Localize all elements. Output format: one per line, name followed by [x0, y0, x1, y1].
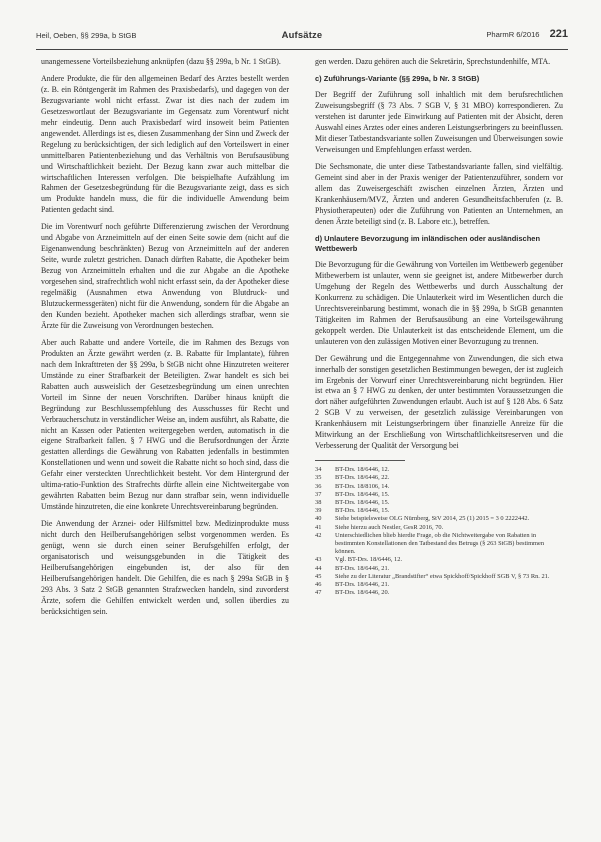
- footnote-text: BT-Drs. 18/6446, 15.: [335, 490, 390, 498]
- header-divider: [36, 49, 568, 50]
- footnote-text: Unterschiedlichen blieb hierdie Frage, ob die Nichtweitergabe von Rabatten in bestimmten Konstellationen den Tatbestand des Betrugs (§ 263 StGB) bestimmen können.: [335, 531, 545, 556]
- footnote: [315, 515, 563, 523]
- left-column: [41, 57, 289, 624]
- paragraph: Andere Produkte, die für den allgemeinen Bedarf des Arztes bestellt werden (z. B. ein Röntgengerät im Rahmen des Praxisbedarfs), und dagegen von der Bezugsvariante wohl nicht erfasst. Zwar ist dies nach der zudem im Gesetzeswortlaut der Bezugsvariante im Gegensatz zum Vorentwurf nicht mehr eindeutig. Denn auch Praxisbedarf wird insoweit beim Patienten angewendet. Allerdings ist es, diesen Zusammenhang der Sinn und Zweck der Regelung zu berücksichtigen, der sich lediglich auf den Vorteilswert in einer unmittelbaren Patientenbeziehung und das Verhältnis von Berufsausübung und Wirtschaftlichkeit bezieht. Der Bezug kann zwar auch mittelbar die wirtschaftlichen Interessen verfolgen. Die beispielhafte Aufzählung im Rahmen der Gesetzesbegründung für die Bezugsvariante zeigt, dass es sich um Produkte handeln muss, die für die individuelle Anwendung beim Patienten gedacht sind.: [41, 73, 289, 215]
- footnote-text: BT-Drs. 18/8106, 14.: [335, 482, 390, 490]
- footnote-number: 39: [315, 507, 322, 515]
- footnote: [315, 491, 563, 499]
- footnote: [315, 565, 563, 573]
- footnote-text: Siehe hierzu auch Nestler, GesR 2016, 70.: [335, 523, 444, 531]
- footnote-number: 35: [315, 474, 322, 482]
- footnote: [315, 474, 563, 482]
- paragraph: unangemessene Vorteilsbeziehung anknüpfen (dazu §§ 299a, b Nr. 1 StGB).: [41, 57, 281, 66]
- running-header: [36, 27, 568, 47]
- paragraph: Die Bevorzugung für die Gewährung von Vorteilen im Wettbewerb gegenüber Mitbewerbern ist unlauter, wenn sie geeignet ist, andere Mitbewerber durch Umgehung der Regeln des Wettbewerbs und durch Ausschaltung der Konkurrenz zu schädigen. Die Unlauterkeit wird im Wesentlichen durch die Unrechtsvereinbarung bestimmt, wonach die in §§ 299a, b StGB genannten Tätigkeiten im Rahmen der Berufsausübung an eine Vorteilsgewährung gekoppelt werden. Die Unlauterkeit ist das entscheidende Element, um die unlauteren von den zulässigen Motiven einer Bevorzugung zu trennen.: [315, 260, 563, 346]
- header-authors: Heil, Oeben, §§ 299a, b StGB: [36, 31, 137, 40]
- footnote-number: 38: [315, 499, 322, 507]
- footnote-number: 34: [315, 466, 322, 474]
- footnote-text: BT-Drs. 18/6446, 22.: [335, 474, 390, 482]
- page-number: 221: [549, 28, 568, 40]
- paragraph: Aber auch Rabatte und andere Vorteile, die im Rahmen des Bezugs von Produkten an Ärzte gewährt werden (z. B. Rabatte für Implantate), führen nach dem Inkrafttreten der §§ 299a, b StGB nicht ohne Hinzutreten weiterer Umstände zu einer Strafbarkeit der Beteiligten. Zwar handelt es sich bei Rabatten auch ausweislich der Gesetzesbegründung um einen unrechten Vorteil im Sinne der neuen Vorschriften. Darüber hinaus knüpft die Begründung zur Beschlussempfehlung des Ausschusses für Recht und Verbraucherschutz in verständlicher Weise an, indem ausführt, als Rabatte, die nicht an Kassen oder Patienten weitergegeben werden, automatisch in die eigene Strafbarkeit fallen. § 7 HWG und die Berufsordnungen der Ärzte gestatten allerdings die Gewährung von Rabatten jedenfalls in bestimmten Konstellationen und wenn und soweit die Rabatte nicht so hoch sind, dass die Gefahr einer versteckten Unrechtlichkeit besteht. Vor dem Hintergrund der ultima-ratio-Funktion des Strafrechts dürfte allein eine Nichtweitergabe von gewährten Rabatten beim Bezug nur dann strafbar sein, wenn individuelle Umstände hinzutreten, die eine konkrete Unrechtsvereinbarung begründen.: [41, 337, 289, 512]
- footnote-text: BT-Drs. 18/6446, 15.: [335, 499, 390, 507]
- footnote-text: BT-Drs. 18/6446, 15.: [335, 507, 390, 515]
- footnote-text: Siehe beispielsweise OLG Nürnberg, StV 2014, 25 (1) 2015 = 3 0 2222442.: [335, 515, 530, 523]
- footnote: [315, 581, 563, 589]
- footnote-number: 43: [315, 556, 322, 564]
- section-heading-c: c) Zuführungs-Variante (§§ 299a, b Nr. 3 StGB): [315, 73, 480, 83]
- paragraph: Die Sechsmonate, die unter diese Tatbestandsvariante fallen, sind vielfältig. Gemeint sind aber in der Praxis weniger der Patientenzuführer, sondern vor allem das Zuweisergeschäft zwischen einzelnen Ärzten, Ärzten und Krankenhäusern/MVZ, Ärzten und anderen Gesundheitsfachberufen (z. B. Physiotherapeuten) oder die Zuführung von Patienten an Unternehmen, an denen Ärzte beteiligt sind (z. B. Labore etc.), betreffen.: [315, 161, 563, 226]
- header-journal: [486, 28, 568, 40]
- footnote-number: 44: [315, 564, 322, 572]
- footnote-text: Vgl. BT-Drs. 18/6446, 12.: [335, 556, 403, 564]
- footnote: [315, 466, 563, 474]
- footnote: [315, 573, 563, 581]
- section-heading-d: d) Unlautere Bevorzugung im inländischen oder ausländischen Wettbewerb: [315, 233, 541, 253]
- footnote: [315, 483, 563, 491]
- footnote: [315, 556, 563, 564]
- footnote-number: 36: [315, 482, 322, 490]
- footnote: [315, 507, 563, 515]
- footnote-number: 42: [315, 531, 322, 539]
- footnote-number: 40: [315, 515, 322, 523]
- footnote-number: 41: [315, 523, 322, 531]
- footnote-text: BT-Drs. 18/6446, 20.: [335, 589, 390, 597]
- section-title: Aufsätze: [281, 29, 323, 40]
- paragraph: Die Anwendung der Arznei- oder Hilfsmittel bzw. Medizinprodukte muss nicht durch den Heilberufsangehörigen selbst vorgenommen werden. Es genügt, wenn sie durch einen seiner Berufsgehilfen erfolgt, der organisatorisch und weisungsgebunden in die Tätigkeit des Heilberufsangehörigen eingebunden ist, der also für den Heilberufsangehörigen handelt. Die Gehilfen, die es nach § 299a StGB in § 293 Abs. 3 Satz 2 StGB genannten Strafzwecken handeln, sind zuvorderst Ärzte, sofern die Gehilfen entwickelt werden und, sollen überdies zu berücksichtigen sein.: [41, 519, 289, 616]
- paragraph: gen werden. Dazu gehören auch die Sekretärin, Sprechstundenhilfe, MTA.: [315, 57, 551, 66]
- footnote-text: BT-Drs. 18/6446, 21.: [335, 581, 390, 589]
- footnote-text: BT-Drs. 18/6446, 21.: [335, 564, 390, 572]
- footnote-divider: [315, 460, 405, 461]
- footnote-number: 45: [315, 572, 322, 580]
- footnote-number: 47: [315, 589, 322, 597]
- footnote-text: BT-Drs. 18/6446, 12.: [335, 466, 390, 474]
- footnote: [315, 589, 563, 597]
- footnote-number: 46: [315, 581, 322, 589]
- journal-issue: PharmR 6/2016: [486, 30, 540, 39]
- footnote: [315, 532, 563, 557]
- footnote: [315, 499, 563, 507]
- paragraph: Der Begriff der Zuführung soll inhaltlich mit dem berufsrechtlichen Zuweisungsbegriff (§ 73 Abs. 7 SGB V, § 31 MBO) korrespondieren. Zu verstehen ist darunter jede Einwirkung auf Patienten mit der Absicht, deren Auswahl eines Arztes oder eines anderen Leistungserbringers zu beeinflussen. Mit dieser Tatbestandsvariante sollen Zuweisungen und Überweisungen sowie Verweisungen und Empfehlungen erfasst werden.: [315, 90, 563, 154]
- paragraph: Die im Vorentwurf noch geführte Differenzierung zwischen der Verordnung und Abgabe von Arzneimitteln auf der einen Seite sowie dem (nicht auf die Eigenanwendung beschränkten) Bezug von Arzneimitteln auf der anderen Seite, wurde zuletzt gestrichen. Danach dürften Rabatte, die Apotheker beim Bezug von Arzneimitteln erhalten und die zur Abgabe an die Apotheke vorgesehen sind, strafrechtlich wohl nicht erfasst sein, da der Apotheker diese regelmäßig (Ausnahmen etwa Anwendung von Blutdruck- und Blutzuckermessgeräten) nicht für die Anwendung, sondern für die Abgabe an den Kunden bezieht. Apotheker machen sich allerdings strafbar, wenn sie Ärzte für die Zuweisung von Verordnungen bestechen.: [41, 222, 289, 330]
- footnote: [315, 524, 563, 532]
- paragraph: Der Gewährung und die Entgegennahme von Zuwendungen, die sich etwa innerhalb der sonstigen gesetzlichen Bestimmungen bewegen, der ist zugleich im Ergebnis der Vorwurf einer Unrechtsvereinbarung nicht begründen. Hier ist etwa an § 7 HWG zu denken, der unter bestimmten Voraussetzungen die dort näher aufgeführten Zuwendungen erlaubt. Auch ist auf § 128 Abs. 6 Satz 2 SGB V zu verweisen, der gesetzlich zulässige Vereinbarungen von Krankenhäusern mit Leistungserbringern über finanzielle Anreize für die Mitwirkung an der Erschließung von Wirtschaftlichkeitsreserven und die Verbesserung der Qualität der Versorgung bei: [315, 353, 563, 451]
- footnote-number: 37: [315, 490, 322, 498]
- right-column: [315, 57, 563, 597]
- footnotes: [315, 466, 563, 597]
- footnote-text: Siehe zu der Literatur „Brandstifter“ etwa Spickhoff/Spickhoff SGB V, § 73 Rn. 21.: [335, 572, 550, 580]
